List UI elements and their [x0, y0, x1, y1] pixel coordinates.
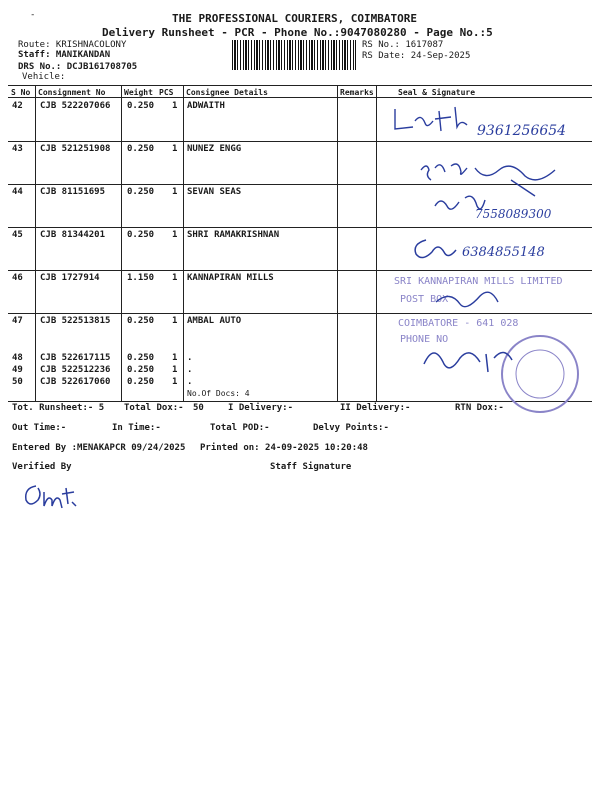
row-pcs: 1 [172, 377, 178, 387]
staff-signature-label: Staff Signature [270, 462, 352, 472]
row-sno: 45 [12, 230, 23, 240]
row-weight: 0.250 [127, 101, 155, 111]
signature-adwaith [385, 99, 585, 143]
col-pcs: PCS [159, 88, 174, 97]
stamp-line-2: POST BOX [400, 294, 449, 305]
row-pcs: 1 [172, 187, 178, 197]
row-sno: 48 [12, 353, 23, 363]
row-weight: 0.250 [127, 187, 155, 197]
col-divider [376, 85, 377, 401]
row-consignment: CJB 522207066 [40, 101, 111, 111]
route-label: Route: KRISHNACOLONY [18, 40, 127, 50]
runsheet-subtitle: Delivery Runsheet - PCR - Phone No.:9047080280 - Page No.:5 [102, 26, 493, 39]
row-sno: 50 [12, 377, 23, 387]
signature-phone-44: 7558089300 [475, 207, 552, 221]
entered-by: Entered By :MENAKAPCR 09/24/2025 [12, 443, 186, 453]
col-divider [337, 85, 338, 401]
staff-label: Staff: MANIKANDAN [18, 50, 111, 60]
row-pcs: 1 [172, 365, 178, 375]
row-sno: 46 [12, 273, 23, 283]
col-divider [183, 85, 184, 401]
row-weight: 0.250 [127, 377, 155, 387]
row-consignee: . [187, 377, 193, 387]
signature-phone-42: 9361256654 [477, 123, 567, 139]
row-consignment: CJB 81151695 [40, 187, 106, 197]
row-pcs: 1 [172, 144, 178, 154]
col-sno: S No [11, 88, 31, 97]
company-seal-stamp [390, 262, 590, 417]
ii-delivery: II Delivery:- [340, 403, 411, 413]
col-weight: Weight [124, 88, 153, 97]
row-consignment: CJB 81344201 [40, 230, 106, 240]
company-title: THE PROFESSIONAL COURIERS, COIMBATORE [172, 12, 418, 25]
rtn-dox: RTN Dox:- [455, 403, 504, 413]
row-consignee: . [187, 353, 193, 363]
row-consignee: NUNEZ ENGG [187, 144, 242, 154]
col-seal-signature: Seal & Signature [398, 88, 476, 97]
row-pcs: 1 [172, 353, 178, 363]
total-dox-value: 50 [193, 403, 204, 413]
row-consignment: CJB 522617115 [40, 353, 111, 363]
col-divider [121, 85, 122, 401]
row-weight: 0.250 [127, 144, 155, 154]
stamp-line-4: PHONE NO [400, 334, 449, 345]
row-consignee: SHRI RAMAKRISHNAN [187, 230, 280, 240]
row-pcs: 1 [172, 230, 178, 240]
row-pcs: 1 [172, 101, 178, 111]
row-consignee: . [187, 365, 193, 375]
signature-sevan-seas [415, 156, 595, 228]
row-consignment: CJB 522513815 [40, 316, 111, 326]
total-pod: Total POD:- [210, 423, 270, 433]
margin-mark: - [30, 10, 36, 20]
row-sno: 49 [12, 365, 23, 375]
verifier-signature [22, 478, 92, 512]
row-weight: 0.250 [127, 353, 155, 363]
table-header-rule [8, 97, 592, 98]
row-consignee: SEVAN SEAS [187, 187, 242, 197]
col-remarks: Remarks [340, 88, 374, 97]
row-sno: 47 [12, 316, 23, 326]
verified-by: Verified By [12, 462, 72, 472]
out-time: Out Time:- [12, 423, 67, 433]
printed-on: Printed on: 24-09-2025 10:20:48 [200, 443, 368, 453]
row-weight: 0.250 [127, 365, 155, 375]
row-consignment: CJB 521251908 [40, 144, 111, 154]
rs-date: RS Date: 24-Sep-2025 [362, 51, 471, 61]
i-delivery: I Delivery:- [228, 403, 294, 413]
stamp-line-1: SRI KANNAPIRAN MILLS LIMITED [394, 276, 563, 287]
row-consignee: KANNAPIRAN MILLS [187, 273, 274, 283]
tot-runsheet: Tot. Runsheet:- 5 [12, 403, 105, 413]
rs-number: RS No.: 1617087 [362, 40, 444, 50]
barcode [232, 40, 356, 70]
total-dox-label: Total Dox:- [124, 403, 184, 413]
col-consignment: Consignment No [38, 88, 106, 97]
row-pcs: 1 [172, 316, 178, 326]
row-consignee: ADWAITH [187, 101, 225, 111]
no-of-docs: No.Of Docs: 4 [187, 389, 250, 398]
drs-label: DRS No.: DCJB161708705 [18, 62, 138, 72]
in-time: In Time:- [112, 423, 161, 433]
row-sno: 43 [12, 144, 23, 154]
col-divider [35, 85, 36, 401]
vehicle-label: Vehicle: [22, 72, 66, 82]
signature-phone-45: 6384855148 [462, 245, 545, 260]
row-consignment: CJB 522617060 [40, 377, 111, 387]
signature-shri-ramakrishnan [410, 232, 570, 266]
row-weight: 0.250 [127, 230, 155, 240]
row-consignee: AMBAL AUTO [187, 316, 242, 326]
row-consignment: CJB 1727914 [40, 273, 100, 283]
row-sno: 42 [12, 101, 23, 111]
row-weight: 0.250 [127, 316, 155, 326]
delvy-points: Delvy Points:- [313, 423, 389, 433]
col-consignee: Consignee Details [186, 88, 268, 97]
table-top-rule [8, 85, 592, 86]
row-pcs: 1 [172, 273, 178, 283]
row-sno: 44 [12, 187, 23, 197]
row-weight: 1.150 [127, 273, 155, 283]
row-consignment: CJB 522512236 [40, 365, 111, 375]
stamp-line-3: COIMBATORE - 641 028 [398, 318, 519, 329]
